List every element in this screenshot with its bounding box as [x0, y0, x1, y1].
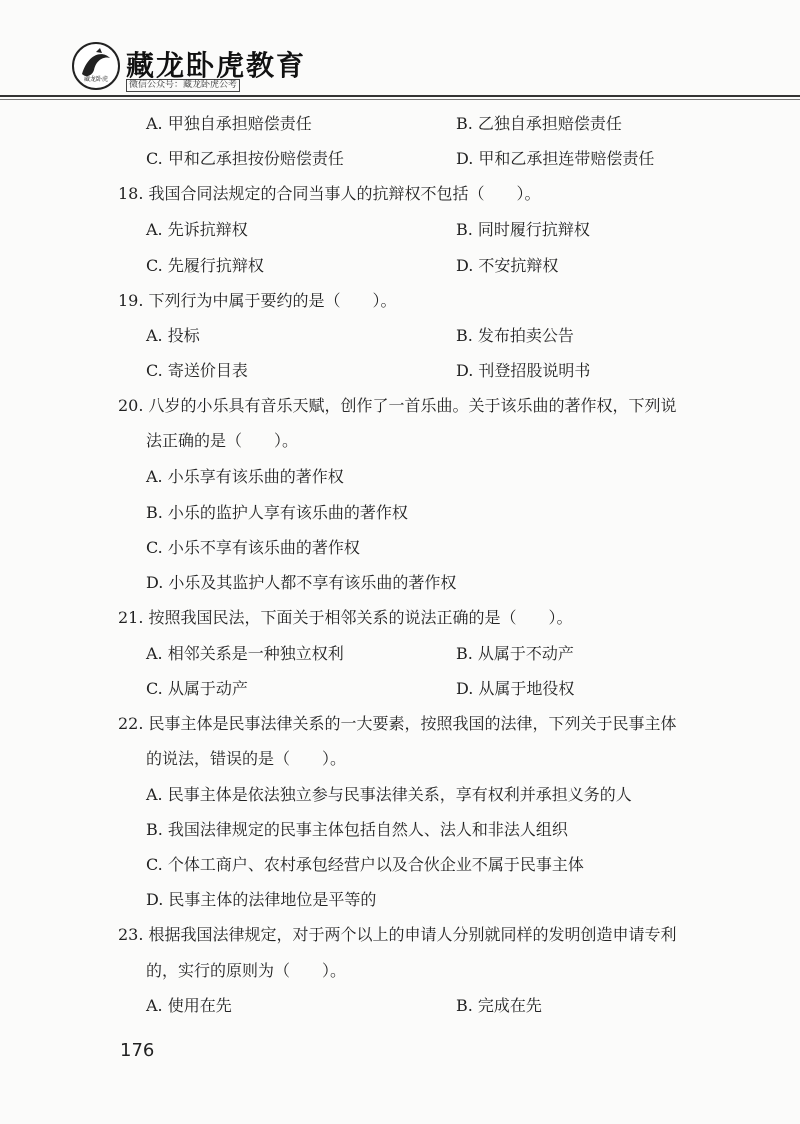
q21-option-a: A. 相邻关系是一种独立权利: [146, 644, 344, 663]
q19-option-c: C. 寄送价目表: [146, 361, 248, 380]
q17-option-d: D. 甲和乙承担连带赔偿责任: [456, 149, 655, 168]
page-number: 176: [120, 1040, 155, 1061]
q22-stem-cont: 的说法，错误的是（ ）。: [146, 749, 347, 768]
brand-subtitle: 微信公众号：藏龙卧虎公考: [126, 79, 240, 92]
q23-stem: 23. 根据我国法律规定，对于两个以上的申请人分别就同样的发明创造申请专利: [118, 925, 677, 944]
q18-option-d: D. 不安抗辩权: [456, 256, 559, 275]
q21-option-c: C. 从属于动产: [146, 679, 248, 698]
q23-option-b: B. 完成在先: [456, 996, 542, 1015]
page-header: [0, 0, 800, 100]
logo-text: 藏龙卧虎: [83, 76, 108, 83]
q21-option-b: B. 从属于不动产: [456, 644, 574, 663]
q19-option-b: B. 发布拍卖公告: [456, 326, 574, 345]
header-rule: [0, 95, 800, 97]
q20-option-b: B. 小乐的监护人享有该乐曲的著作权: [146, 503, 408, 522]
q19-option-a: A. 投标: [146, 326, 200, 345]
q22-option-a: A. 民事主体是依法独立参与民事法律关系，享有权利并承担义务的人: [146, 785, 632, 804]
q22-option-b: B. 我国法律规定的民事主体包括自然人、法人和非法人组织: [146, 820, 568, 839]
q18-option-a: A. 先诉抗辩权: [146, 220, 248, 239]
q22-option-d: D. 民事主体的法律地位是平等的: [146, 890, 377, 909]
q18-option-b: B. 同时履行抗辩权: [456, 220, 590, 239]
q20-option-c: C. 小乐不享有该乐曲的著作权: [146, 538, 360, 557]
header-rule-thin: [0, 99, 800, 100]
q18-stem: 18. 我国合同法规定的合同当事人的抗辩权不包括（ ）。: [118, 184, 541, 203]
q20-stem-cont: 法正确的是（ ）。: [146, 431, 299, 450]
q17-option-c: C. 甲和乙承担按份赔偿责任: [146, 149, 344, 168]
q21-option-d: D. 从属于地役权: [456, 679, 575, 698]
q20-option-d: D. 小乐及其监护人都不享有该乐曲的著作权: [146, 573, 457, 592]
q20-stem: 20. 八岁的小乐具有音乐天赋，创作了一首乐曲。关于该乐曲的著作权，下列说: [118, 396, 677, 415]
logo: [72, 42, 120, 90]
q21-stem: 21. 按照我国民法，下面关于相邻关系的说法正确的是（ ）。: [118, 608, 573, 627]
q17-option-b: B. 乙独自承担赔偿责任: [456, 114, 622, 133]
q20-option-a: A. 小乐享有该乐曲的著作权: [146, 467, 344, 486]
q22-stem: 22. 民事主体是民事法律关系的一大要素，按照我国的法律，下列关于民事主体: [118, 714, 677, 733]
q22-option-c: C. 个体工商户、农村承包经营户以及合伙企业不属于民事主体: [146, 855, 584, 874]
q19-option-d: D. 刊登招股说明书: [456, 361, 591, 380]
q17-option-a: A. 甲独自承担赔偿责任: [146, 114, 312, 133]
q18-option-c: C. 先履行抗辩权: [146, 256, 264, 275]
q23-option-a: A. 使用在先: [146, 996, 232, 1015]
q19-stem: 19. 下列行为中属于要约的是（ ）。: [118, 291, 397, 310]
brand-title: 藏龙卧虎教育: [126, 49, 307, 82]
q23-stem-cont: 的，实行的原则为（ ）。: [146, 961, 347, 980]
